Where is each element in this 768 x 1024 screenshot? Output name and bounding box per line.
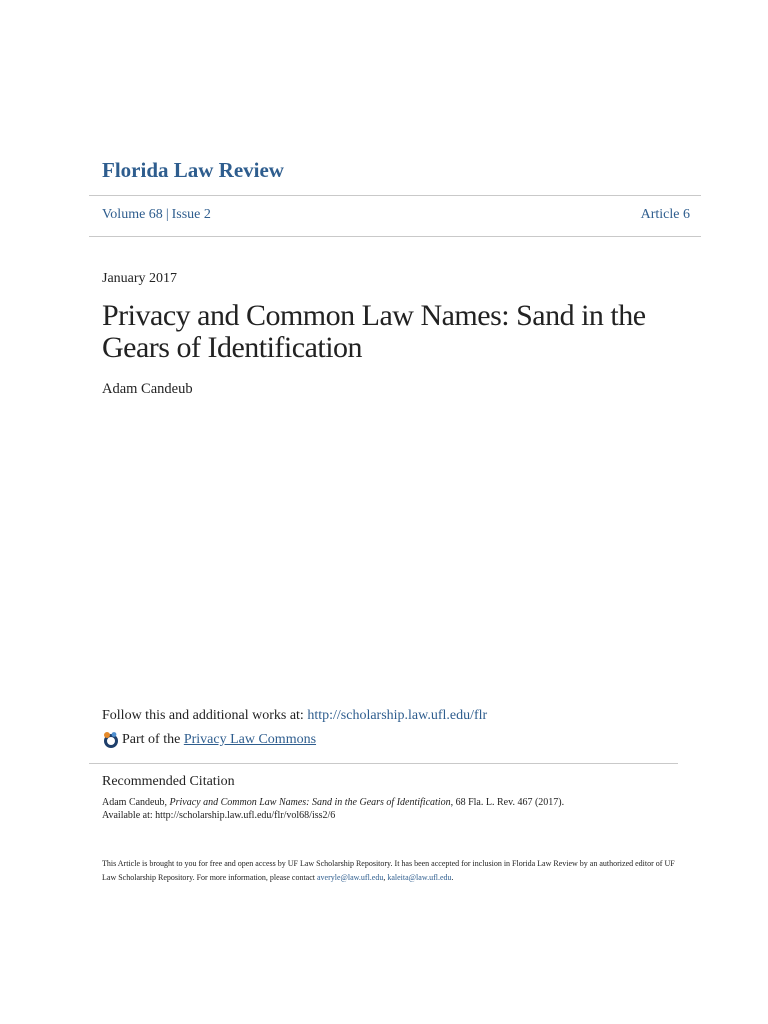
issue-link[interactable]: Issue 2 (171, 207, 211, 222)
follow-text: Follow this and additional works at: (102, 708, 308, 723)
access-note-end: . (451, 873, 454, 882)
citation-text (102, 796, 702, 822)
article-number-link[interactable]: Article 6 (640, 207, 690, 222)
access-note-text: This Article is brought to you for free and open access by UF Law Scholarship Repository. It has been accepted for inclusion in Florida Law Review by an authorized editor of UF Law Scholarship Repository. For more information, please contact (102, 859, 675, 882)
volume-issue-separator: | (165, 207, 169, 222)
header-rule-bottom (89, 236, 701, 237)
header-rule-top (89, 195, 701, 196)
access-note (102, 857, 682, 885)
volume-issue-row (102, 207, 690, 223)
contact-email-1[interactable]: averyle@law.ufl.edu (316, 873, 384, 882)
citation-title: Privacy and Common Law Names: Sand in the Gears of Identification (169, 797, 451, 808)
email-separator: , (383, 873, 388, 882)
contact-email-2[interactable]: kaleita@law.ufl.edu (387, 873, 452, 882)
part-of-text: Part of the (122, 732, 181, 747)
repository-link[interactable]: http://scholarship.law.ufl.edu/flr (307, 708, 488, 723)
publication-date: January 2017 (102, 271, 178, 286)
volume-issue-group (102, 207, 211, 223)
article-author: Adam Candeub (102, 381, 193, 397)
recommended-citation-heading: Recommended Citation (102, 774, 235, 789)
citation-available: Available at: http://scholarship.law.ufl.edu/flr/vol68/iss2/6 (102, 810, 336, 821)
citation-rule (89, 763, 678, 764)
journal-title-link[interactable]: Florida Law Review (102, 158, 284, 182)
article-title: Privacy and Common Law Names: Sand in the Gears of Identification (102, 299, 646, 364)
network-icon (102, 731, 120, 749)
follow-works-line (102, 708, 487, 724)
citation-author: Adam Candeub, (102, 797, 170, 808)
part-of-line (102, 731, 316, 749)
privacy-law-commons-link[interactable]: Privacy Law Commons (183, 732, 317, 747)
volume-link[interactable]: Volume 68 (102, 207, 163, 222)
citation-reference: , 68 Fla. L. Rev. 467 (2017). (450, 797, 565, 808)
